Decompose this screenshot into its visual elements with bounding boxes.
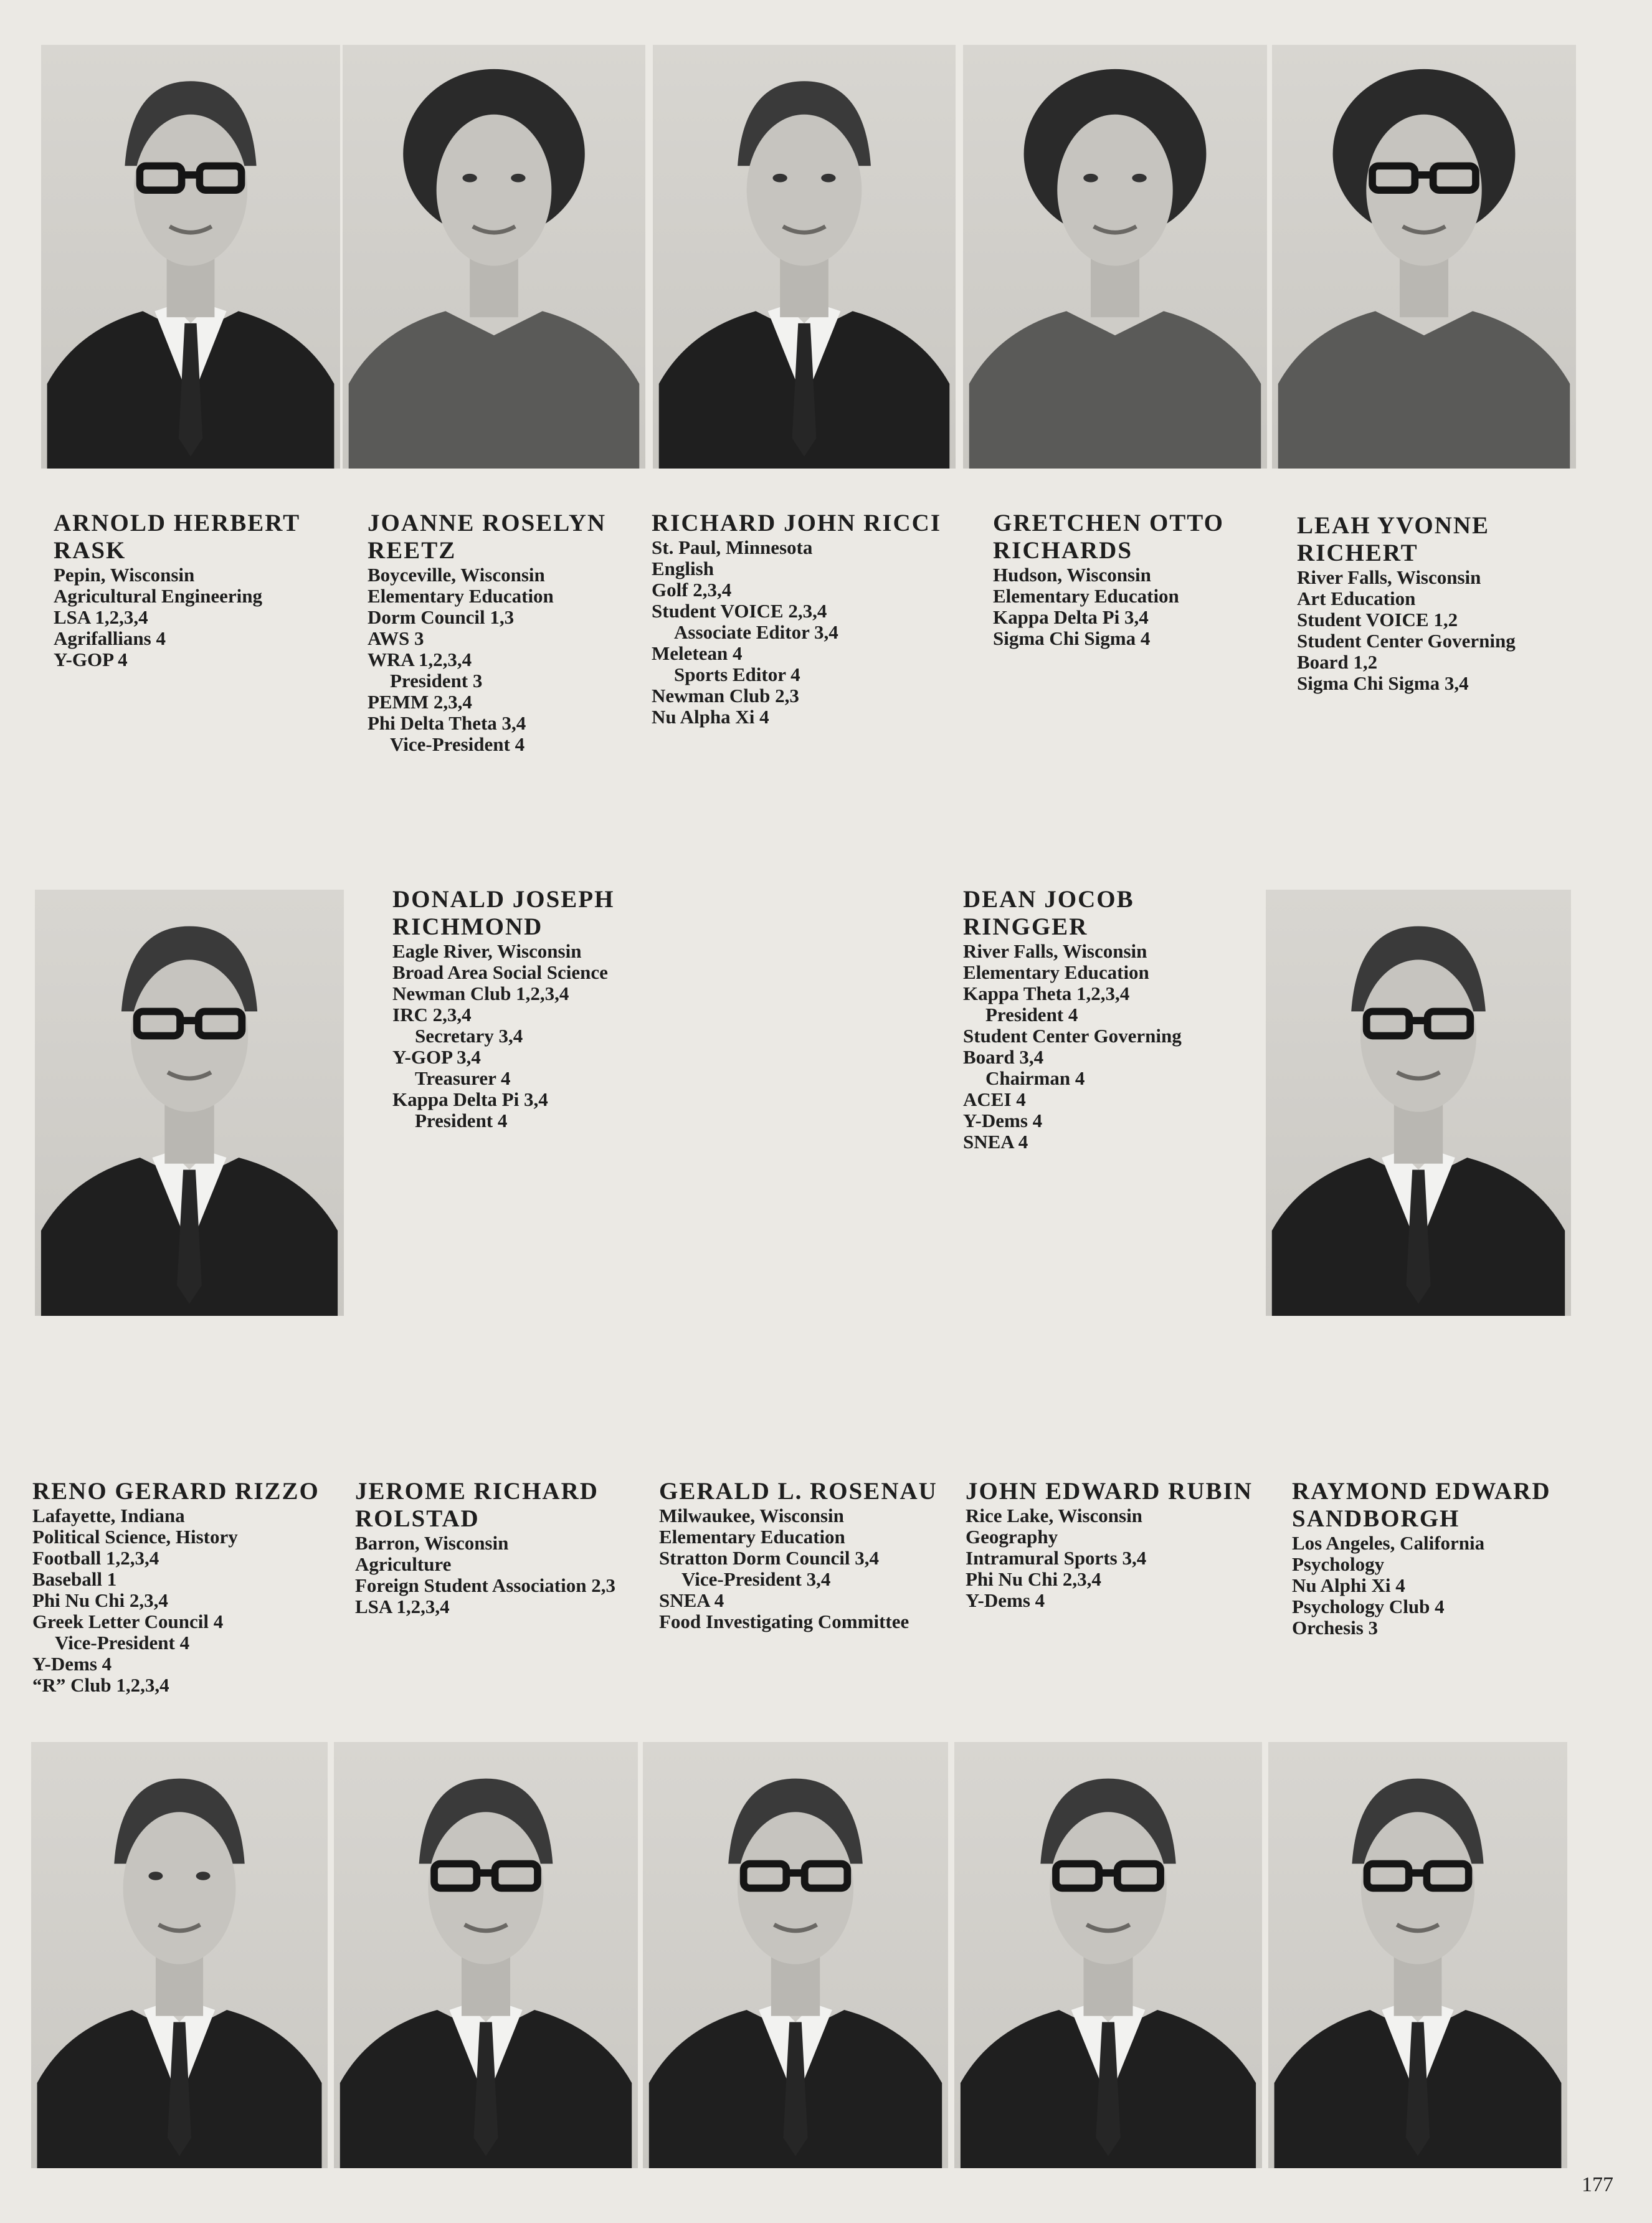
activity-line: Eagle River, Wisconsin (392, 940, 582, 962)
activity-line: Newman Club 2,3 (652, 685, 799, 707)
clothing-shape (1278, 311, 1570, 469)
activity-line: Football 1,2,3,4 (32, 1547, 159, 1569)
activity-line: River Falls, Wisconsin (963, 940, 1147, 962)
portrait-image (334, 1742, 638, 2168)
activity-line: Baseball 1 (32, 1568, 117, 1590)
portrait-rizzo (31, 1742, 328, 2168)
activity-line: Barron, Wisconsin (355, 1532, 509, 1554)
activity-line: Y-Dems 4 (32, 1653, 112, 1675)
portrait-rolstad (334, 1742, 638, 2168)
activity-line: LSA 1,2,3,4 (355, 1596, 450, 1617)
portrait-image (31, 1742, 328, 2168)
student-name: RICHARD JOHN RICCI (652, 510, 942, 536)
student-name: DEAN JOCOB RINGGER (963, 886, 1134, 940)
bio-rask (54, 510, 340, 670)
activity-line: Elementary Education (659, 1526, 845, 1548)
clothing-shape (349, 311, 640, 469)
activity-line: Nu Alphi Xi 4 (1292, 1574, 1405, 1596)
neck-shape (771, 1955, 820, 2016)
activity-line: Y-Dems 4 (966, 1589, 1045, 1611)
activity-line: “R” Club 1,2,3,4 (32, 1674, 169, 1696)
activity-line: Kappa Theta 1,2,3,4 (963, 983, 1130, 1004)
bio-rizzo (32, 1478, 356, 1696)
student-name: GRETCHEN OTTO RICHARDS (993, 510, 1224, 564)
activity-line: Y-GOP 4 (54, 649, 128, 670)
bio-rolstad (355, 1478, 629, 1617)
portrait-ringger (1266, 890, 1571, 1316)
activity-line: Foreign Student Association 2,3 (355, 1574, 615, 1596)
face-shape (123, 1812, 236, 1964)
activity-line: PEMM 2,3,4 (368, 691, 472, 713)
portrait-image (41, 45, 340, 469)
student-name: DONALD JOSEPH RICHMOND (392, 886, 615, 940)
portrait-image (963, 45, 1267, 469)
portrait-richmond (35, 890, 344, 1316)
bio-rosenau (659, 1478, 971, 1632)
bio-richards (993, 510, 1267, 649)
portrait-rosenau (643, 1742, 948, 2168)
activity-line: Psychology Club 4 (1292, 1596, 1445, 1617)
activity-line: Phi Nu Chi 2,3,4 (966, 1568, 1101, 1590)
activity-office: Vice-President 3,4 (681, 1568, 831, 1590)
activity-line: Kappa Delta Pi 3,4 (993, 606, 1149, 628)
activity-line: WRA 1,2,3,4 (368, 649, 472, 670)
student-name: RENO GERARD RIZZO (32, 1478, 320, 1505)
activity-line: Psychology (1292, 1553, 1385, 1575)
activity-office: Vice-President 4 (390, 733, 525, 755)
activity-line: Milwaukee, Wisconsin (659, 1505, 844, 1526)
activity-line: Dorm Council 1,3 (368, 606, 515, 628)
bio-ringger (963, 886, 1200, 1153)
student-name: JOANNE ROSELYN REETZ (368, 510, 607, 564)
activity-line: Phi Nu Chi 2,3,4 (32, 1589, 168, 1611)
activity-list (993, 564, 1267, 649)
portrait-rubin (954, 1742, 1262, 2168)
activity-line: AWS 3 (368, 627, 424, 649)
activity-office: Secretary 3,4 (415, 1025, 523, 1047)
portrait-richards (963, 45, 1267, 469)
portrait-reetz (343, 45, 645, 469)
activity-list (963, 941, 1200, 1153)
portrait-image (1266, 890, 1571, 1316)
face-shape (747, 115, 862, 266)
student-name: LEAH YVONNE RICHERT (1297, 512, 1490, 566)
portrait-rask (41, 45, 340, 469)
portrait-image (954, 1742, 1262, 2168)
clothing-shape (969, 311, 1261, 469)
activity-line: Pepin, Wisconsin (54, 564, 195, 586)
student-name: ARNOLD HERBERT RASK (54, 510, 300, 564)
activity-line: Lafayette, Indiana (32, 1505, 185, 1526)
bio-richmond (392, 886, 654, 1131)
portrait-sandborgh (1268, 1742, 1567, 2168)
activity-list (1297, 567, 1546, 694)
activity-line: SNEA 4 (659, 1589, 724, 1611)
activity-list (355, 1533, 629, 1617)
student-name: RAYMOND EDWARD SANDBORGH (1292, 1478, 1551, 1532)
activity-line: Hudson, Wisconsin (993, 564, 1151, 586)
neck-shape (462, 1955, 510, 2016)
activity-line: Agrifallians 4 (54, 627, 166, 649)
activity-list (1292, 1533, 1591, 1639)
activity-line: SNEA 4 (963, 1131, 1028, 1153)
activity-line: Nu Alpha Xi 4 (652, 706, 769, 728)
activity-line: Greek Letter Council 4 (32, 1611, 224, 1632)
portrait-ricci (653, 45, 956, 469)
activity-line: Orchesis 3 (1292, 1617, 1379, 1639)
activity-line: Rice Lake, Wisconsin (966, 1505, 1142, 1526)
activity-line: Student Center Governing (1297, 630, 1516, 652)
activity-list (54, 564, 340, 670)
bio-richert (1297, 512, 1546, 694)
activity-list (659, 1505, 971, 1632)
activity-line: Agricultural Engineering (54, 585, 262, 607)
activity-line: Y-GOP 3,4 (392, 1046, 481, 1068)
bio-sandborgh (1292, 1478, 1591, 1639)
neck-shape (1394, 1955, 1442, 2016)
student-name: JOHN EDWARD RUBIN (966, 1478, 1253, 1505)
activity-line: Food Investigating Committee (659, 1611, 909, 1632)
activity-line: Agriculture (355, 1553, 452, 1575)
portrait-image (343, 45, 645, 469)
activity-office: President 3 (390, 670, 483, 692)
face-shape (437, 115, 552, 266)
activity-line: Student VOICE 2,3,4 (652, 600, 827, 622)
activity-office: Treasurer 4 (415, 1067, 511, 1089)
portrait-richert (1272, 45, 1576, 469)
activity-line: Kappa Delta Pi 3,4 (392, 1088, 548, 1110)
activity-line: Stratton Dorm Council 3,4 (659, 1547, 880, 1569)
activity-line: Art Education (1297, 588, 1416, 609)
face-shape (1057, 115, 1172, 266)
activity-line: Geography (966, 1526, 1058, 1548)
neck-shape (1083, 1955, 1132, 2016)
activity-line: Elementary Education (963, 961, 1149, 983)
portrait-image (653, 45, 956, 469)
neck-shape (156, 1955, 203, 2016)
activity-line: River Falls, Wisconsin (1297, 566, 1481, 588)
activity-line: ACEI 4 (963, 1088, 1026, 1110)
activity-line: Intramural Sports 3,4 (966, 1547, 1147, 1569)
bio-reetz (368, 510, 635, 755)
activity-office: Sports Editor 4 (674, 664, 800, 685)
activity-line: IRC 2,3,4 (392, 1004, 472, 1026)
page-number: 177 (1582, 2173, 1613, 2196)
activity-office: President 4 (985, 1004, 1078, 1026)
activity-list (392, 941, 654, 1131)
portrait-image (643, 1742, 948, 2168)
activity-line: Boyceville, Wisconsin (368, 564, 545, 586)
portrait-image (1268, 1742, 1567, 2168)
bio-rubin (966, 1478, 1283, 1611)
activity-line: Board 3,4 (963, 1046, 1044, 1068)
activity-line: St. Paul, Minnesota (652, 536, 813, 558)
activity-line: Y-Dems 4 (963, 1110, 1043, 1131)
student-name: GERALD L. ROSENAU (659, 1478, 938, 1505)
student-name: JEROME RICHARD ROLSTAD (355, 1478, 599, 1532)
activity-line: LSA 1,2,3,4 (54, 606, 148, 628)
activity-line: Political Science, History (32, 1526, 238, 1548)
bio-ricci (652, 510, 976, 728)
activity-line: Sigma Chi Sigma 4 (993, 627, 1151, 649)
activity-line: Student Center Governing (963, 1025, 1182, 1047)
activity-line: Sigma Chi Sigma 3,4 (1297, 672, 1469, 694)
activity-office: President 4 (415, 1110, 508, 1131)
activity-line: Student VOICE 1,2 (1297, 609, 1458, 631)
activity-office: Vice-President 4 (55, 1632, 190, 1654)
activity-office: Associate Editor 3,4 (674, 621, 838, 643)
activity-line: Board 1,2 (1297, 651, 1378, 673)
activity-list (32, 1505, 356, 1696)
activity-line: Elementary Education (368, 585, 554, 607)
activity-line: Elementary Education (993, 585, 1179, 607)
activity-line: Golf 2,3,4 (652, 579, 732, 601)
portrait-image (1272, 45, 1576, 469)
activity-line: English (652, 558, 714, 579)
activity-office: Chairman 4 (985, 1067, 1085, 1089)
activity-list (368, 564, 635, 755)
portrait-image (35, 890, 344, 1316)
activity-line: Phi Delta Theta 3,4 (368, 712, 526, 734)
activity-list (966, 1505, 1283, 1611)
activity-line: Meletean 4 (652, 642, 743, 664)
activity-line: Newman Club 1,2,3,4 (392, 983, 569, 1004)
activity-list (652, 537, 976, 728)
activity-line: Broad Area Social Science (392, 961, 608, 983)
activity-line: Los Angeles, California (1292, 1532, 1485, 1554)
